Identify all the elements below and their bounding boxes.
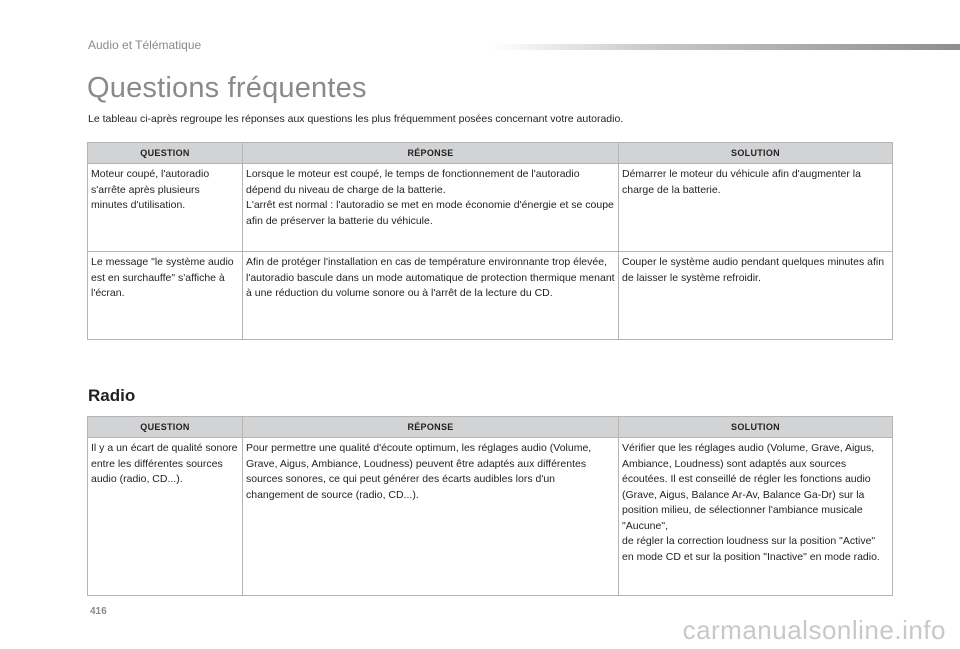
page-number: 416: [90, 606, 107, 617]
intro-text: Le tableau ci-après regroupe les réponses aux questions les plus fréquemment posées concernant votre autoradio.: [88, 113, 624, 125]
column-header-solution: SOLUTION: [619, 143, 893, 164]
answer-cell: Afin de protéger l'installation en cas de température environnante trop élevée, l'autoradio bascule dans un mode automatique de protection thermique menant à une réduction du volume sonore ou à l'arrêt de la lecture du CD.: [243, 252, 619, 340]
table-row: [88, 252, 893, 340]
question-cell: Il y a un écart de qualité sonore entre les différentes sources audio (radio, CD...).: [88, 438, 243, 596]
answer-cell: Lorsque le moteur est coupé, le temps de fonctionnement de l'autoradio dépend du niveau de charge de la batterie. L'arrêt est normal : l'autoradio se met en mode économie d'énergie et se coupe afin de préserver la batterie du véhicule.: [243, 164, 619, 252]
faq-table-general: [87, 142, 893, 340]
solution-cell: Démarrer le moteur du véhicule afin d'augmenter la charge de la batterie.: [619, 164, 893, 252]
solution-cell: Vérifier que les réglages audio (Volume, Grave, Aigus, Ambiance, Loudness) sont adaptés aux sources écoutées. Il est conseillé de régler les fonctions audio (Grave, Aigus, Balance Ar-Av, Balance Ga-Dr) sur la position milieu, de sélectionner l'ambiance musicale "Aucune", de régler la correction loudness sur la position "Active" en mode CD et sur la position "Inactive" en mode radio.: [619, 438, 893, 596]
question-cell: Le message "le système audio est en surchauffe" s'affiche à l'écran.: [88, 252, 243, 340]
table-header-row: [88, 417, 893, 438]
page-title: Questions fréquentes: [87, 72, 367, 104]
header-gradient-bar: [490, 44, 960, 50]
table-header-row: [88, 143, 893, 164]
column-header-answer: RÉPONSE: [243, 143, 619, 164]
faq-table-radio: [87, 416, 893, 596]
question-cell: Moteur coupé, l'autoradio s'arrête après plusieurs minutes d'utilisation.: [88, 164, 243, 252]
table-row: [88, 164, 893, 252]
solution-cell: Couper le système audio pendant quelques minutes afin de laisser le système refroidir.: [619, 252, 893, 340]
column-header-solution: SOLUTION: [619, 417, 893, 438]
column-header-answer: RÉPONSE: [243, 417, 619, 438]
table-row: [88, 438, 893, 596]
answer-cell: Pour permettre une qualité d'écoute optimum, les réglages audio (Volume, Grave, Aigus, Ambiance, Loudness) peuvent être adaptés aux différentes sources sonores, ce qui peut générer des écarts audibles lors d'un changement de source (radio, CD...).: [243, 438, 619, 596]
section-header: Audio et Télématique: [88, 38, 202, 52]
column-header-question: QUESTION: [88, 417, 243, 438]
section-title-radio: Radio: [88, 386, 136, 405]
column-header-question: QUESTION: [88, 143, 243, 164]
watermark: carmanualsonline.info: [682, 615, 946, 645]
